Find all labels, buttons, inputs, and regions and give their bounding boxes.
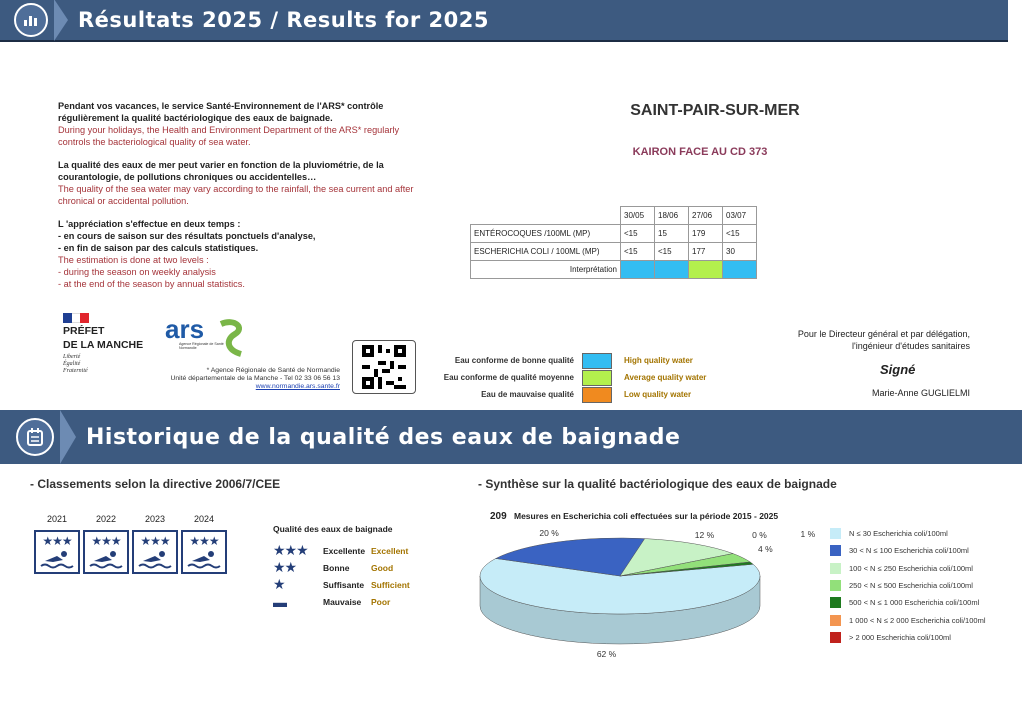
date-header: 03/07 xyxy=(723,207,757,225)
ars-logo-text: ars xyxy=(165,314,205,344)
intro-p3-en-title: The estimation is done at two levels : xyxy=(58,255,209,265)
measure-count: 209 xyxy=(490,511,507,522)
legend-row xyxy=(432,352,706,369)
ars-logo xyxy=(165,314,245,360)
results-table xyxy=(470,206,757,279)
pie-legend-swatch xyxy=(830,632,841,643)
year-column xyxy=(34,514,80,574)
intro-p1-en: During your holidays, the Health and Environment Department of the ARS* regularly controls the bacteriological quality of sea water. xyxy=(58,125,400,147)
interpretation-label: Interprétation xyxy=(471,261,621,279)
site-name: SAINT-PAIR-SUR-MER xyxy=(630,102,800,119)
quality-fr: Suffisante xyxy=(323,579,365,590)
pie-legend-swatch xyxy=(830,528,841,539)
interpretation-cell xyxy=(689,261,723,279)
legend-en: Average quality water xyxy=(624,373,707,382)
qr-code[interactable] xyxy=(352,340,416,394)
table-cell: <15 xyxy=(723,225,757,243)
pie-label: 1 % xyxy=(800,528,816,539)
pie-legend-row xyxy=(830,611,985,628)
chevron-icon xyxy=(54,0,68,41)
year-badge xyxy=(181,530,227,574)
quality-fr: Excellente xyxy=(323,545,366,556)
french-flag-icon xyxy=(63,313,89,323)
date-header: 27/06 xyxy=(689,207,723,225)
quality-legend-row xyxy=(273,576,410,593)
pie-label: 20 % xyxy=(539,527,559,538)
quality-en: Good xyxy=(371,562,394,573)
prefet-motto-3: Fraternité xyxy=(63,368,88,374)
yearly-classification xyxy=(34,514,227,574)
pie-legend-swatch xyxy=(830,597,841,608)
year-label: 2021 xyxy=(46,514,68,524)
table-row xyxy=(471,243,757,261)
pie-legend-swatch xyxy=(830,580,841,591)
intro-p3-fr-title: L 'appréciation s'effectue en deux temps : xyxy=(58,219,241,229)
prefet-motto-2: Égalité xyxy=(63,361,81,367)
signer-name: Marie-Anne GUGLIELMI xyxy=(871,388,970,398)
quality-en: Poor xyxy=(371,596,391,607)
ars-link[interactable]: www.normandie.ars.sante.fr xyxy=(255,383,340,390)
pie-legend-label: 250 < N ≤ 500 Escherichia coli/100ml xyxy=(849,581,973,591)
interpretation-cell xyxy=(655,261,689,279)
year-badge xyxy=(132,530,178,574)
date-header: 18/06 xyxy=(655,207,689,225)
year-column xyxy=(132,514,178,574)
pie-legend-label: 30 < N ≤ 100 Escherichia coli/100ml xyxy=(849,546,969,556)
year-label: 2023 xyxy=(144,514,166,524)
quality-fr: Mauvaise xyxy=(323,596,362,607)
results-title: Résultats 2025 / Results for 2025 xyxy=(78,8,489,32)
row-label-enterococci: ENTÉROCOQUES /100ML (MP) xyxy=(471,225,621,243)
results-banner xyxy=(0,0,1008,42)
table-cell: 177 xyxy=(689,243,723,261)
intro-text xyxy=(58,100,418,290)
prefet-line1: PRÉFET xyxy=(63,325,105,337)
pie-legend-label: N ≤ 30 Escherichia coli/100ml xyxy=(849,529,948,539)
table-row xyxy=(471,225,757,243)
intro-p3-fr-1: - en cours de saison sur des résultats ponctuels d'analyse, xyxy=(58,231,316,241)
prefet-line2: DE LA MANCHE xyxy=(63,339,144,351)
beach-name: KAIRON FACE AU CD 373 xyxy=(632,146,768,158)
quality-legend-row xyxy=(273,542,410,559)
pie-legend-label: 100 < N ≤ 250 Escherichia coli/100ml xyxy=(849,563,973,573)
quality-legend-title: Qualité des eaux de baignade xyxy=(273,524,393,534)
star-icon: ★ xyxy=(273,576,285,592)
water-quality-legend xyxy=(432,352,706,403)
history-banner xyxy=(0,410,1022,464)
star-rating: ★★★ xyxy=(189,534,219,548)
legend-swatch xyxy=(582,370,612,386)
table-cell: 30 xyxy=(723,243,757,261)
table-cell: 15 xyxy=(655,225,689,243)
calendar-icon xyxy=(16,418,54,456)
year-column xyxy=(181,514,227,574)
star-icon: ★★ xyxy=(273,559,297,575)
star-icon: ★★★ xyxy=(273,542,308,558)
swimmer-icon xyxy=(88,548,124,572)
pie-label: 0 % xyxy=(752,530,767,541)
synthese-heading: - Synthèse sur la qualité bactériologique des eaux de baignade xyxy=(478,477,837,491)
bar-chart-icon xyxy=(14,3,48,37)
intro-p1-fr: Pendant vos vacances, le service Santé-Environnement de l'ARS* contrôle régulièrement la qualité bactériologique des eaux de baignade. xyxy=(58,101,384,123)
quality-legend-row xyxy=(273,559,410,576)
quality-en: Sufficient xyxy=(371,579,410,590)
ars-logo-sub2: Normandie xyxy=(179,346,197,350)
legend-swatch xyxy=(582,353,612,369)
intro-p3-fr-2: - en fin de saison par des calculs statistiques. xyxy=(58,243,259,253)
dash-icon: ▬ xyxy=(273,593,286,610)
prefet-logo xyxy=(63,313,153,375)
pie-legend-label: 1 000 < N ≤ 2 000 Escherichia coli/100ml xyxy=(849,615,986,625)
table-cell: <15 xyxy=(621,225,655,243)
table-cell: <15 xyxy=(655,243,689,261)
chevron-icon xyxy=(60,410,76,464)
ars-logo-sub1: Agence Régionale de Santé xyxy=(179,342,224,346)
pie-legend-row xyxy=(830,577,985,594)
year-badge xyxy=(34,530,80,574)
intro-p3-en-1: - during the season on weekly analysis xyxy=(58,267,216,277)
legend-row xyxy=(432,386,706,403)
pie-legend-row xyxy=(830,629,985,646)
swimmer-icon xyxy=(137,548,173,572)
quality-en: Excellent xyxy=(371,545,409,556)
ars-line2: Unité départementale de la Manche - Tel 02 33 06 56 13 xyxy=(170,375,340,382)
year-badge xyxy=(83,530,129,574)
year-label: 2022 xyxy=(95,514,117,524)
swimmer-icon xyxy=(186,548,222,572)
star-rating: ★★★ xyxy=(42,534,72,548)
year-label: 2024 xyxy=(193,514,215,524)
table-cell: 179 xyxy=(689,225,723,243)
pie-legend-swatch xyxy=(830,615,841,626)
pie-legend-swatch xyxy=(830,545,841,556)
qr-code-icon xyxy=(362,345,406,389)
legend-row xyxy=(432,369,706,386)
legend-fr: Eau de mauvaise qualité xyxy=(481,390,574,399)
intro-p3-en-2: - at the end of the season by annual statistics. xyxy=(58,279,245,289)
intro-p2-en: The quality of the sea water may vary according to the rainfall, the sea current and after chronical or accidental pollution. xyxy=(58,184,414,206)
pie-legend-swatch xyxy=(830,563,841,574)
pie-legend xyxy=(830,525,985,646)
quality-legend-row xyxy=(273,593,410,610)
chart-title: Mesures en Escherichia coli effectuées sur la période 2015 - 2025 xyxy=(514,511,779,521)
signature-block xyxy=(760,328,970,352)
history-title: Historique de la qualité des eaux de baignade xyxy=(86,424,681,450)
table-header-row xyxy=(471,207,757,225)
legend-swatch xyxy=(582,387,612,403)
quality-legend xyxy=(273,524,410,610)
row-label-ecoli: ESCHERICHIA COLI / 100ML (MP) xyxy=(471,243,621,261)
signature-line2: l'ingénieur d'études sanitaires xyxy=(851,341,970,351)
prefet-motto-1: Liberté xyxy=(63,354,81,360)
pie-legend-row xyxy=(830,542,985,559)
ars-line1: * Agence Régionale de Santé de Normandie xyxy=(206,367,340,374)
swimmer-icon xyxy=(39,548,75,572)
signature-line1: Pour le Directeur général et par délégation, xyxy=(797,329,970,339)
pie-label: 4 % xyxy=(758,543,773,554)
pie-legend-row xyxy=(830,560,985,577)
legend-en: High quality water xyxy=(624,356,693,365)
legend-fr: Eau conforme de qualité moyenne xyxy=(443,373,574,382)
legend-fr: Eau conforme de bonne qualité xyxy=(454,356,574,365)
year-column xyxy=(83,514,129,574)
table-row-interpretation xyxy=(471,261,757,279)
interpretation-cell xyxy=(723,261,757,279)
pie-legend-label: 500 < N ≤ 1 000 Escherichia coli/100ml xyxy=(849,598,980,608)
interpretation-cell xyxy=(621,261,655,279)
star-rating: ★★★ xyxy=(91,534,121,548)
legend-en: Low quality water xyxy=(624,390,692,399)
pie-legend-row xyxy=(830,594,985,611)
intro-p2-fr: La qualité des eaux de mer peut varier en fonction de la pluviométrie, de la courantologie, de pollutions chroniques ou accidentelles… xyxy=(58,160,384,182)
pie-label: 12 % xyxy=(694,530,715,541)
pie-legend-row xyxy=(830,525,985,542)
star-rating: ★★★ xyxy=(140,534,170,548)
date-header: 30/05 xyxy=(621,207,655,225)
table-cell: <15 xyxy=(621,243,655,261)
signed-label: Signé xyxy=(880,362,916,377)
ars-contact xyxy=(150,367,340,391)
pie-label: 62 % xyxy=(596,648,617,659)
quality-fr: Bonne xyxy=(323,562,350,573)
pie-legend-label: > 2 000 Escherichia coli/100ml xyxy=(849,632,951,642)
classement-heading: - Classements selon la directive 2006/7/CEE xyxy=(30,477,281,491)
